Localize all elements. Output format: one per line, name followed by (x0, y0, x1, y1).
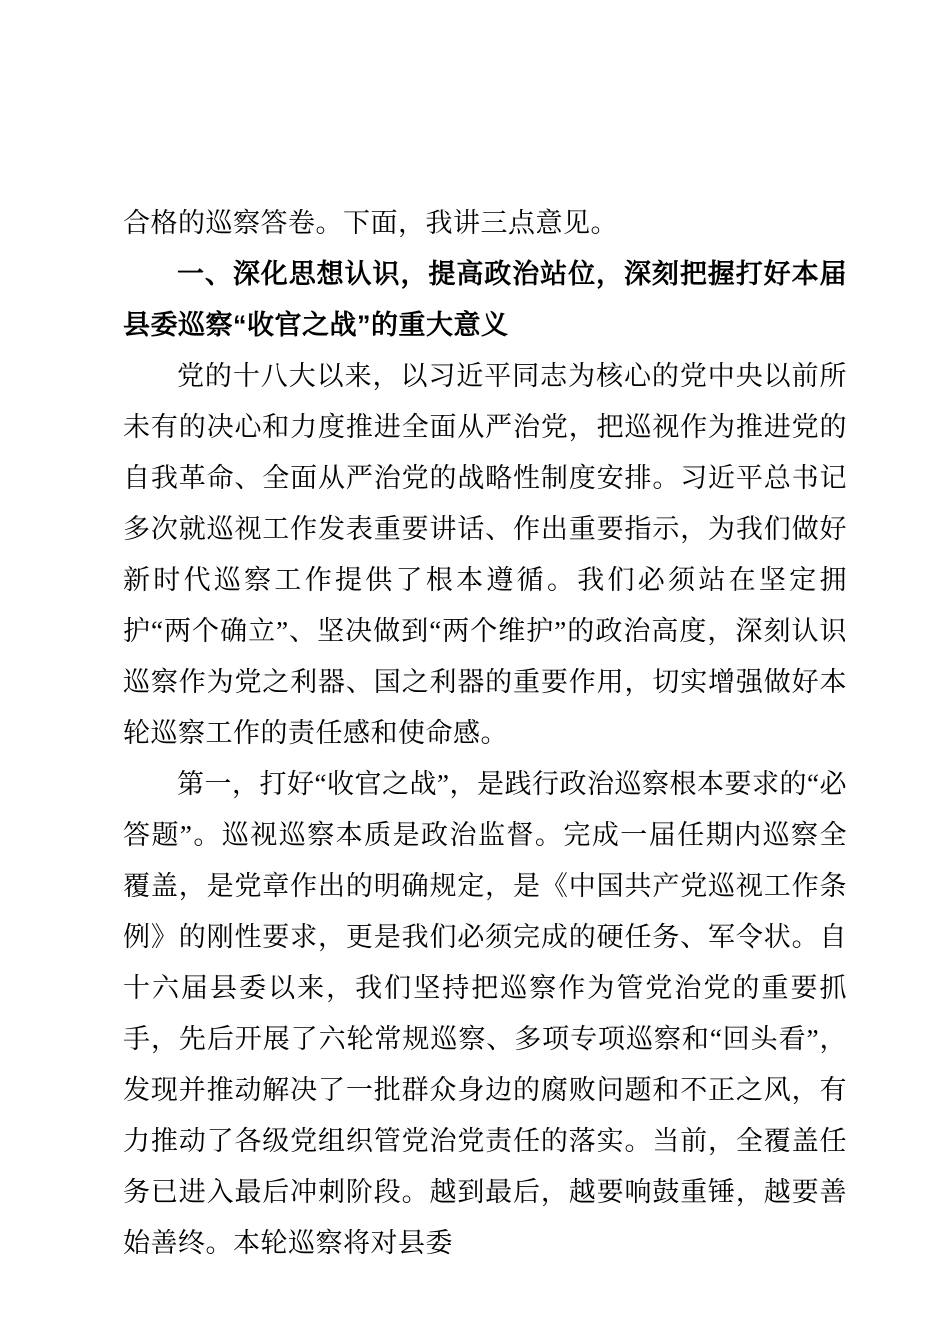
paragraph-first-point: 第一，打好“收官之战”，是践行政治巡察根本要求的“必答题”。巡视巡察本质是政治监督。完成一届任期内巡察全覆盖，是党章作出的明确规定，是《中国共产党巡视工作条例》的刚性要求，更是我们必须完成的硬任务、军令状。自十六届县委以来，我们坚持把巡察作为管党治党的重要抓手，先后开展了六轮常规巡察、多项专项巡察和“回头看”，发现并推动解决了一批群众身边的腐败问题和不正之风，有力推动了各级党组织管党治党责任的落实。当前，全覆盖任务已进入最后冲刺阶段。越到最后，越要响鼓重锤，越要善始善终。本轮巡察将对县委 (123, 769, 847, 1258)
paragraph-significance: 党的十八大以来，以习近平同志为核心的党中央以前所未有的决心和力度推进全面从严治党，把巡视作为推进党的自我革命、全面从严治党的战略性制度安排。习近平总书记多次就巡视工作发表重要讲话、作出重要指示，为我们做好新时代巡察工作提供了根本遵循。我们必须站在坚定拥护“两个确立”、坚决做到“两个维护”的政治高度，深刻认识巡察作为党之利器、国之利器的重要作用，切实增强做好本轮巡察工作的责任感和使命感。 (123, 361, 847, 748)
paragraph-continuation: 合格的巡察答卷。下面，我讲三点意见。 (123, 208, 618, 238)
section-heading-one: 一、深化思想认识，提高政治站位，深刻把握打好本届县委巡察“收官之战”的重大意义 (123, 259, 847, 340)
